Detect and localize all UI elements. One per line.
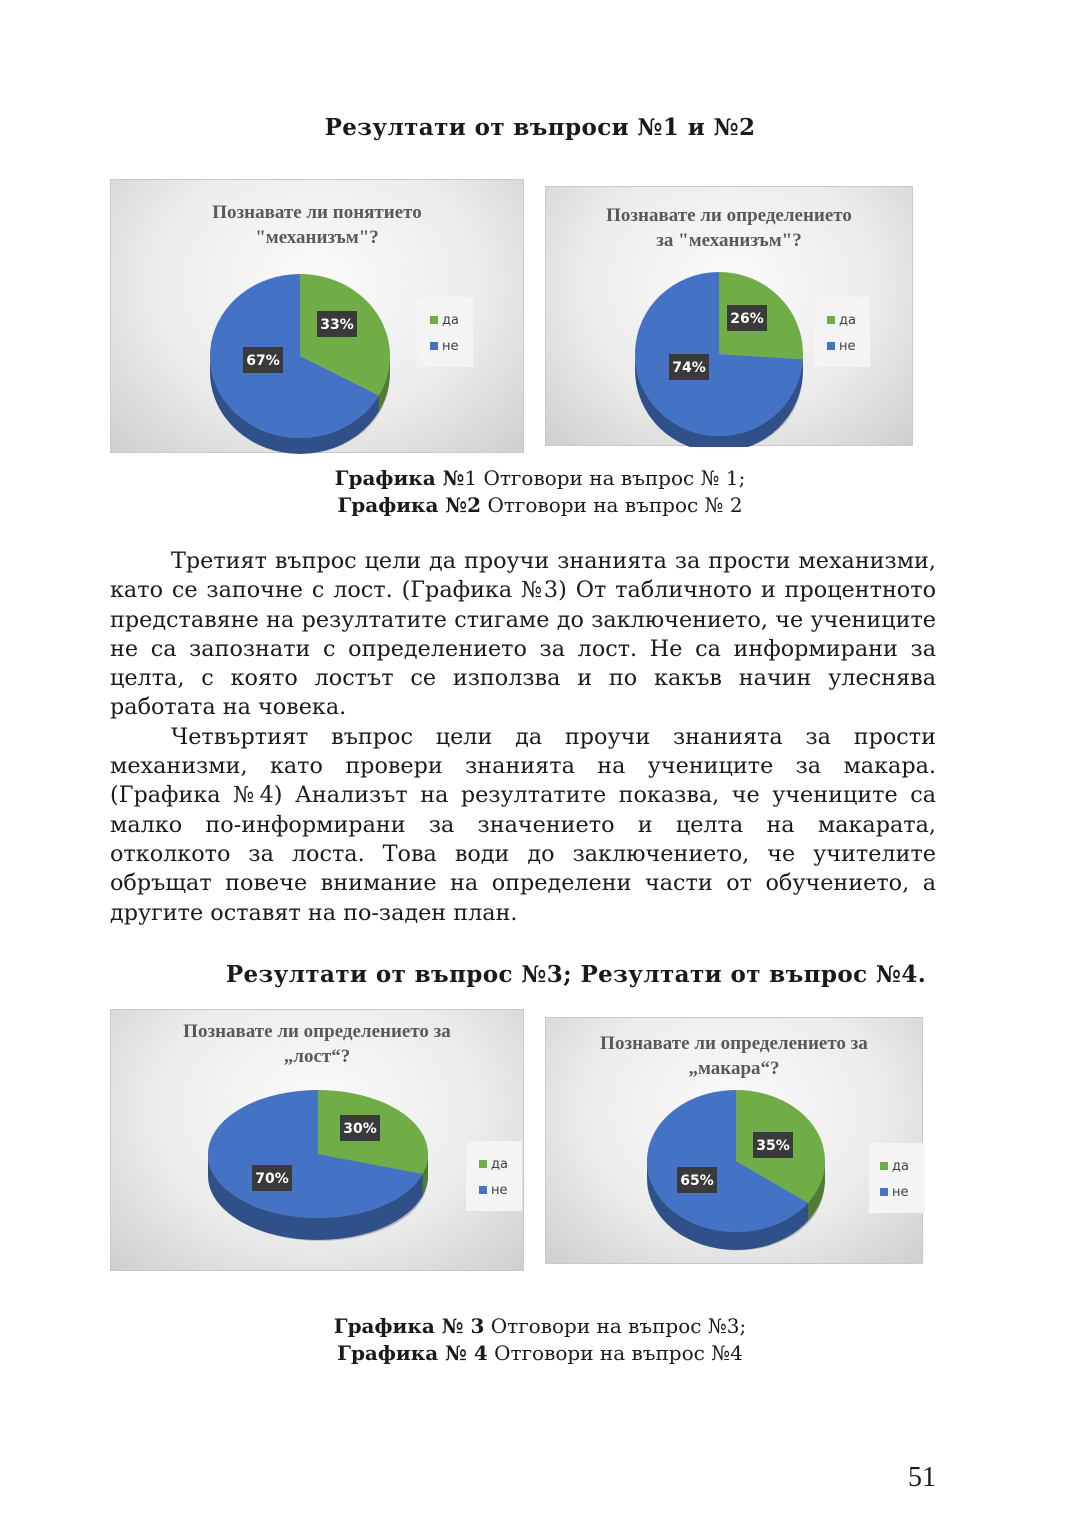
chart-legend [417,297,473,367]
caption-line [0,465,1080,492]
legend-label-yes: да [442,312,459,328]
data-label-no [252,1165,292,1191]
legend-swatch-no [880,1188,888,1196]
chart-legend [869,1143,925,1213]
chart-title-line: Познавате ли определението [606,205,852,226]
data-label-text: 33% [320,317,354,333]
legend-swatch-yes [827,316,835,324]
data-label-text: 67% [246,353,280,369]
caption-text: 1 Отговори на въпрос № 1; [464,466,746,490]
figure-caption-1 [0,465,1080,519]
chart-legend [814,297,870,367]
data-label-yes [317,311,357,337]
legend-item-no [814,333,870,359]
legend-swatch-no [479,1186,487,1194]
chart-title-line: Познавате ли понятието [212,202,422,223]
legend-swatch-no [430,342,438,350]
caption-bold: Графика № [334,466,465,490]
data-label-yes [727,305,767,331]
legend-swatch-yes [430,316,438,324]
pie-chart [546,1018,924,1265]
legend-label-no: не [442,338,459,354]
legend-item-yes [814,307,870,333]
caption-line [0,1340,1080,1367]
section-heading-1: Резултати от въпроси №1 и №2 [324,114,756,141]
chart-title-line: "механизъм"? [255,227,379,248]
body-text [110,547,936,928]
data-label-no [243,347,283,373]
caption-line [0,1313,1080,1340]
chart-title-line: Познавате ли определението за [183,1021,451,1042]
chart-title-line: за "механизъм"? [656,230,802,251]
caption-text: Отговори на въпрос №3; [484,1314,747,1338]
caption-line [0,492,1080,519]
paragraph: Третият въпрос цели да проучи знанията за прости механизми, като се започне с лост. (Графика №3) От табличното и процентното представяне на резултатите стигаме до заключението, че учениците не са запознати с определението за лост. Не са информирани за целта, с която лостът се използва и по какъв начин улеснява работата на човека. [110,548,936,721]
legend-swatch-yes [880,1162,888,1170]
legend-label-no: не [491,1182,508,1198]
caption-text: Отговори на въпрос № 2 [481,493,743,517]
chart-2 [545,186,913,446]
data-label-text: 26% [730,311,764,327]
legend-swatch-no [827,342,835,350]
paragraph: Четвъртият въпрос цели да проучи знанията за прости механизми, като провери знанията на учениците за макара. (Графика №4) Анализът на резултатите показва, че учениците са малко по-информирани за значението и целта на макарата, отколкото за лоста. Това води до заключението, че учителите обръщат повече внимание на определени части от обучението, а другите оставят на по-заден план. [110,723,936,926]
legend-label-yes: да [892,1158,909,1174]
legend-item-yes [466,1151,522,1177]
data-label-text: 35% [756,1138,790,1154]
chart-3 [110,1009,524,1271]
data-label-text: 74% [672,360,706,376]
caption-bold: Графика №2 [337,493,482,517]
legend-item-no [417,333,473,359]
pie-chart [111,1010,525,1272]
legend-label-yes: да [839,312,856,328]
chart-1 [110,179,524,453]
legend-swatch-yes [479,1160,487,1168]
data-label-text: 70% [255,1171,289,1187]
caption-bold: Графика № 3 [333,1314,485,1338]
data-label-text: 65% [680,1173,714,1189]
data-label-no [677,1167,717,1193]
legend-label-no: не [839,338,856,354]
legend-item-yes [417,307,473,333]
data-label-no [669,354,709,380]
chart-title-line: „лост“? [283,1046,351,1067]
legend-item-yes [869,1153,925,1179]
legend-item-no [869,1179,925,1205]
data-label-text: 30% [343,1121,377,1137]
legend-item-no [466,1177,522,1203]
section-heading-2: Резултати от въпрос №3; Резултати от въпрос №4. [225,961,927,988]
data-label-yes [753,1132,793,1158]
page-number: 51 [908,1462,936,1493]
caption-bold: Графика № 4 [337,1341,488,1365]
caption-text: Отговори на въпрос №4 [487,1341,743,1365]
chart-legend [466,1141,522,1211]
data-label-yes [340,1115,380,1141]
legend-label-yes: да [491,1156,508,1172]
figure-caption-2 [0,1313,1080,1367]
chart-4 [545,1017,923,1264]
legend-label-no: не [892,1184,909,1200]
chart-title-line: Познавате ли определението за [600,1033,868,1054]
chart-title-line: „макара“? [688,1058,780,1079]
